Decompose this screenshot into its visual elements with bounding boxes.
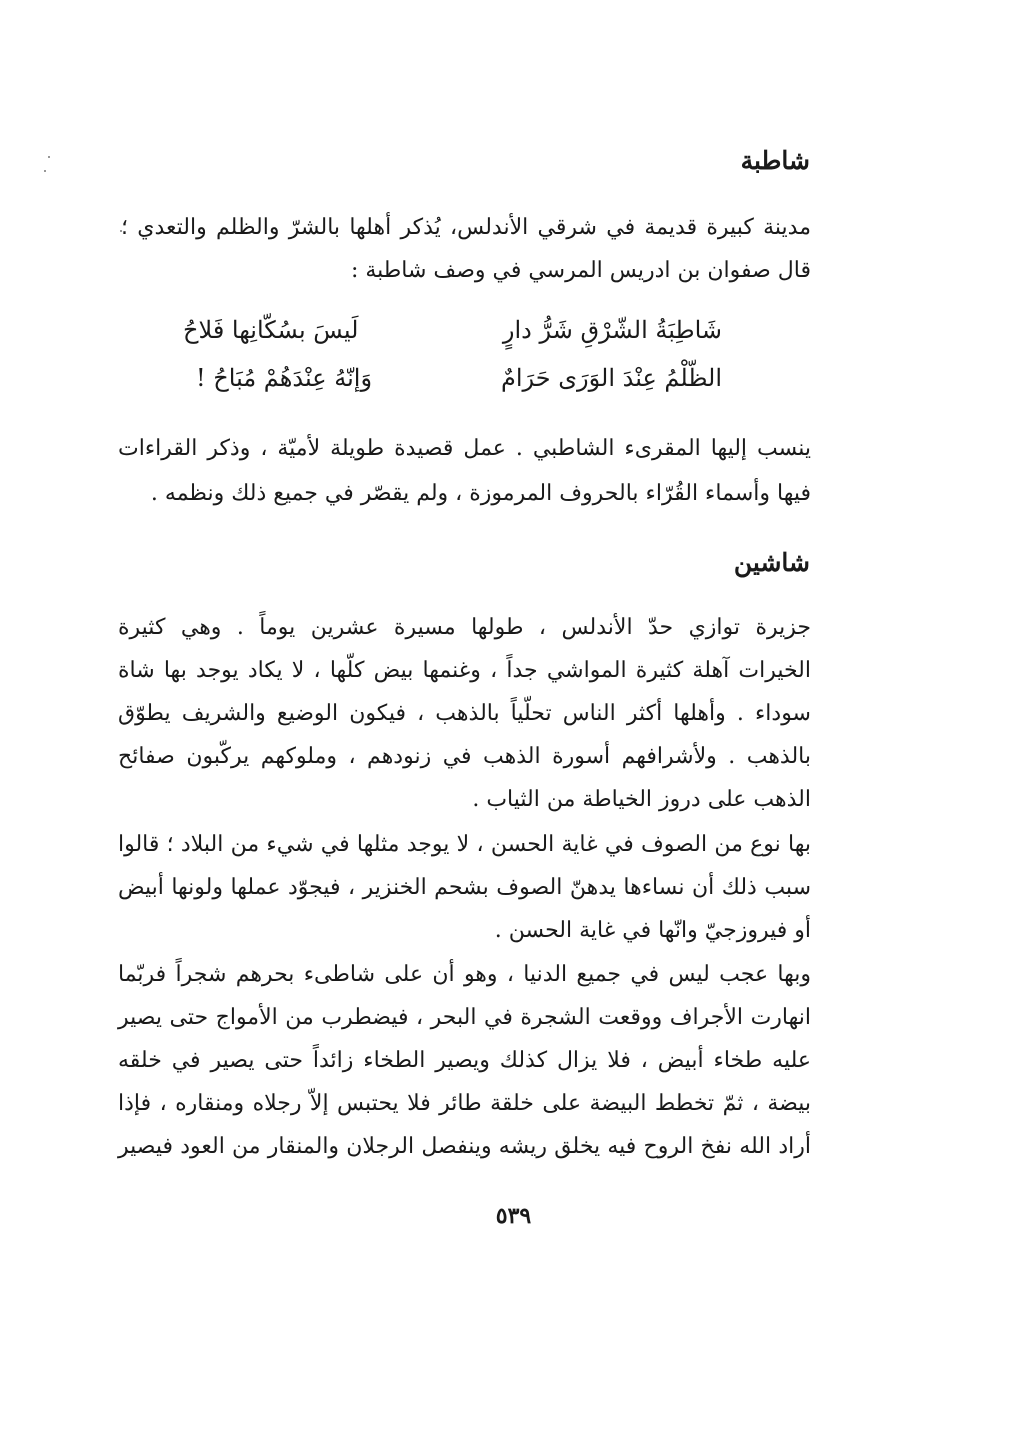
text-line: بيضة ، ثمّ تخطط البيضة على خلقة طائر فلا يحتبس إلاّ رجلاه ومنقاره ، فإذا [118, 1091, 811, 1116]
text-line: فيها وأسماء القُرّاء بالحروف المرموزة ، ولم يقصّر في جميع ذلك ونظمه . [150, 481, 811, 506]
text-line: الذهب على دروز الخياطة من الثياب . [472, 787, 811, 812]
text-line: عليه طخاء أبيض ، فلا يزال كذلك ويصير الطخاء زائداً حتى يصير في خلقه [118, 1048, 811, 1073]
scan-speck [48, 156, 50, 158]
text-line: أراد الله نفخ الروح فيه يخلق ريشه وينفصل الرجلان والمنقار من العود فيصير [118, 1134, 811, 1159]
verse-hemistich-second: لَيسَ بسُكّانِها فَلاحُ [183, 316, 359, 344]
page-number: ٥٣٩ [495, 1203, 532, 1229]
text-line: ينسب إليها المقرىء الشاطبي . عمل قصيدة طويلة لأميّة ، وذكر القراءات [118, 436, 811, 461]
verse-hemistich-first: شَاطِبَةُ الشّرْقِ شَرُّ دارٍ [502, 316, 722, 344]
entry-heading: شاطبة [740, 146, 810, 175]
text-line: الخيرات آهلة كثيرة المواشي جداً ، وغنمها بيض كلّها ، لا يكاد يوجد بها شاة [118, 658, 811, 683]
text-line: جزيرة توازي حدّ الأندلس ، طولها مسيرة عشرين يوماً . وهي كثيرة [118, 615, 811, 640]
entry-heading: شاشين [733, 548, 810, 577]
text-line: سوداء . وأهلها أكثر الناس تحلّياً بالذهب ، فيكون الوضيع والشريف يطوّق [118, 701, 811, 726]
text-line: بها نوع من الصوف في غاية الحسن ، لا يوجد مثلها في شيء من البلاد ؛ قالوا [118, 832, 811, 857]
text-line: أو فيروزجيّ وانّها في غاية الحسن . [494, 918, 811, 943]
text-line: قال صفوان بن ادريس المرسي في وصف شاطبة : [350, 258, 811, 283]
text-line: سبب ذلك أن نساءها يدهنّ الصوف بشحم الخنزير ، فيجوّد عملها ولونها أبيض [118, 875, 811, 900]
text-line: انهارت الأجراف ووقعت الشجرة في البحر ، فيضطرب من الأمواج حتى يصير [118, 1005, 811, 1030]
verse-hemistich-second: وَإنّهُ عِنْدَهُمْ مُبَاحُ ! [196, 364, 373, 392]
text-line: وبها عجب ليس في جميع الدنيا ، وهو أن على شاطىء بحرهم شجراً فربّما [118, 962, 811, 987]
scan-speck [44, 170, 46, 172]
verse-hemistich-first: الظّلْمُ عِنْدَ الوَرَى حَرَامٌ [501, 364, 722, 392]
text-line: بالذهب . ولأشرافهم أسورة الذهب في زنودهم ، وملوكهم يركّبون صفائح [118, 744, 811, 769]
text-line: مدينة كبيرة قديمة في شرقي الأندلس، يُذكر أهلها بالشرّ والظلم والتعدي ؛ [121, 215, 811, 240]
